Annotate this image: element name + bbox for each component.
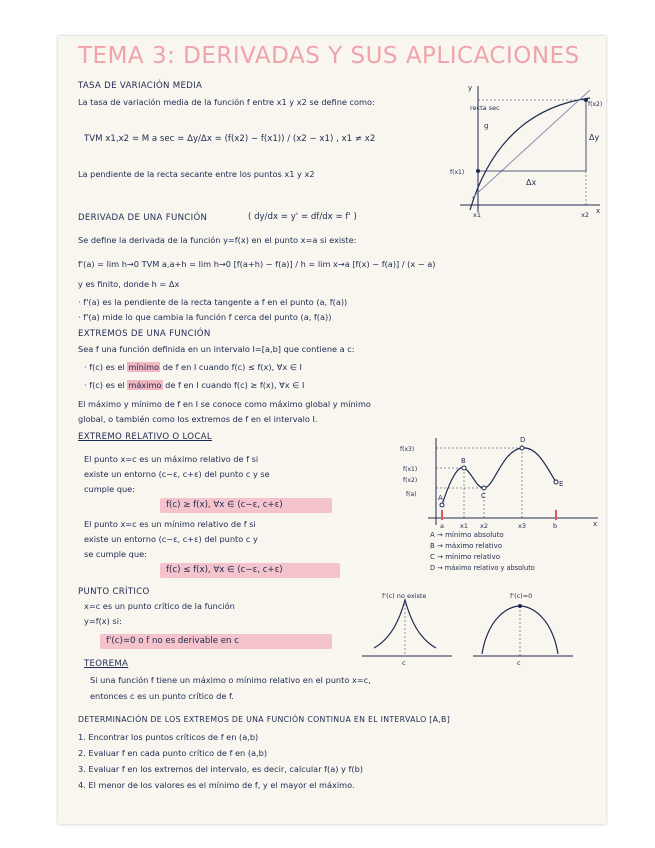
critico-formula: f'(c)=0 o f no es derivable en c bbox=[106, 636, 239, 646]
derivada-line2: y es finito, donde h = Δx bbox=[78, 279, 180, 289]
y-axis-label: y bbox=[468, 84, 473, 92]
extremos-line2: El máximo y mínimo de f en I se conoce como máximo global y mínimo bbox=[78, 399, 371, 409]
extremos-heading: EXTREMOS DE UNA FUNCIÓN bbox=[78, 329, 211, 339]
x1-tick: x1 bbox=[460, 522, 468, 530]
fa-label: f(a) bbox=[406, 491, 417, 498]
critico-line2: y=f(x) si: bbox=[84, 616, 122, 626]
critico-graph-1 bbox=[352, 588, 462, 668]
derivada-notation: ( dy/dx = y' = df/dx = f' ) bbox=[248, 212, 357, 222]
tvm-formula: TVM x1,x2 = M a sec = Δy/Δx = (f(x2) − f(x1)) / (x2 − x1) , x1 ≠ x2 bbox=[84, 134, 376, 144]
relativo-p1-line3: cumple que: bbox=[84, 484, 135, 494]
derivada-line1: Se define la derivada de la función y=f(x) en el punto x=a si existe: bbox=[78, 235, 357, 245]
a-tick: a bbox=[440, 522, 444, 530]
page-title: TEMA 3: DERIVADAS Y SUS APLICACIONES bbox=[78, 43, 580, 69]
extremos-graph bbox=[398, 430, 603, 530]
tvm-line1: La tasa de variación media de la función f entre x1 y x2 se define como: bbox=[78, 97, 375, 107]
critico-line1: x=c es un punto crítico de la función bbox=[84, 601, 235, 611]
x-axis-label: x bbox=[596, 207, 601, 215]
point-b bbox=[462, 466, 466, 470]
tvm-heading: TASA DE VARIACIÓN MEDIA bbox=[78, 81, 203, 91]
tvm-line2: La pendiente de la recta secante entre los puntos x1 y x2 bbox=[78, 169, 315, 179]
teorema-heading: TEOREMA bbox=[84, 659, 129, 669]
teorema-line1: Si una función f tiene un máximo o mínimo relativo en el punto x=c, bbox=[90, 675, 371, 685]
max-highlight: máximo bbox=[128, 380, 162, 390]
critico-graph-2 bbox=[468, 588, 578, 668]
point-c bbox=[482, 486, 486, 490]
min-post: de f en I cuando f(c) ≤ f(x), ∀x ∈ I bbox=[162, 362, 302, 372]
step-2: 2. Evaluar f en cada punto crítico de f en (a,b) bbox=[78, 748, 268, 758]
x2-tick: x2 bbox=[480, 522, 488, 530]
formula-min: f(c) ≤ f(x), ∀x ∈ (c−ε, c+ε) bbox=[166, 565, 283, 575]
x3-tick: x3 bbox=[518, 522, 526, 530]
relativo-p2-line1: El punto x=c es un mínimo relativo de f si bbox=[84, 519, 256, 529]
dy-label: Δy bbox=[589, 133, 600, 142]
x-axis-label: x bbox=[593, 520, 598, 528]
D-label: D bbox=[520, 436, 526, 444]
g1-label: f'(c) no existe bbox=[382, 592, 427, 600]
min-highlight: mínimo bbox=[128, 362, 160, 372]
step-3: 3. Evaluar f en los extremos del intervalo, es decir, calcular f(a) y f(b) bbox=[78, 764, 363, 774]
legend-c: C → mínimo relativo bbox=[430, 553, 501, 561]
b-tick: b bbox=[553, 522, 558, 530]
relativo-p1-line2: existe un entorno (c−ε, c+ε) del punto c y se bbox=[84, 469, 270, 479]
step-1: 1. Encontrar los puntos críticos de f en (a,b) bbox=[78, 732, 259, 742]
point-a bbox=[440, 503, 444, 507]
extremos-bullet-min bbox=[84, 363, 302, 372]
relativo-p2-line3: se cumple que: bbox=[84, 549, 147, 559]
dx-label: Δx bbox=[526, 178, 537, 187]
function-curve bbox=[470, 98, 590, 210]
max-post: de f en I cuando f(c) ≥ f(x), ∀x ∈ I bbox=[165, 380, 305, 390]
relativo-p1-line1: El punto x=c es un máximo relativo de f si bbox=[84, 454, 259, 464]
B-label: B bbox=[461, 457, 466, 465]
fx1-label: f(x1) bbox=[450, 169, 465, 176]
extremos-line1: Sea f una función definida en un intervalo I=[a,b] que contiene a c: bbox=[78, 344, 355, 354]
derivada-bullet1: · f'(a) es la pendiente de la recta tangente a f en el punto (a, f(a)) bbox=[78, 297, 348, 307]
secant-label: recta sec bbox=[470, 104, 500, 112]
point-x1 bbox=[476, 169, 480, 173]
max-pre: · f(c) es el bbox=[84, 380, 125, 390]
c2-label: c bbox=[517, 659, 521, 667]
extremos-bullet-max bbox=[84, 381, 304, 390]
min-pre: · f(c) es el bbox=[84, 362, 125, 372]
relativo-p2-line2: existe un entorno (c−ε, c+ε) del punto c y bbox=[84, 534, 258, 544]
c1-label: c bbox=[402, 659, 406, 667]
legend-b: B → máximo relativo bbox=[430, 542, 503, 550]
E-label: E bbox=[559, 480, 564, 488]
derivada-formula: f'(a) = lim h→0 TVM a,a+h = lim h→0 [f(a+h) − f(a)] / h = lim x→a [f(x) − f(a)] / (x − a) bbox=[78, 259, 436, 269]
x1-label: x1 bbox=[473, 211, 481, 219]
relativo-heading: EXTREMO RELATIVO O LOCAL bbox=[78, 432, 212, 442]
function-curve bbox=[442, 448, 556, 505]
formula-max: f(c) ≥ f(x), ∀x ∈ (c−ε, c+ε) bbox=[166, 500, 283, 510]
critico-heading: PUNTO CRÍTICO bbox=[78, 587, 150, 597]
A-label: A bbox=[438, 494, 443, 502]
g2-label: f'(c)=0 bbox=[510, 592, 533, 600]
point-d bbox=[520, 446, 524, 450]
C-label: C bbox=[481, 492, 486, 500]
derivada-heading: DERIVADA DE UNA FUNCIÓN bbox=[78, 213, 208, 223]
extremos-line3: global, o también como los extremos de f en el intervalo I. bbox=[78, 414, 318, 424]
point-e bbox=[554, 480, 558, 484]
fx2-label: f(x2) bbox=[403, 477, 418, 484]
g-label: g bbox=[484, 122, 489, 130]
legend-d: D → máximo relativo y absoluto bbox=[430, 564, 535, 572]
derivada-bullet2: · f'(a) mide lo que cambia la función f cerca del punto (a, f(a)) bbox=[78, 312, 332, 322]
x2-label: x2 bbox=[581, 211, 589, 219]
determinacion-heading: DETERMINACIÓN DE LOS EXTREMOS DE UNA FUNCIÓN CONTINUA EN EL INTERVALO [A,B] bbox=[78, 715, 451, 724]
fx2-label: f(x2) bbox=[588, 101, 603, 108]
critical-point bbox=[518, 604, 522, 608]
step-4: 4. El menor de los valores es el mínimo de f, y el mayor el máximo. bbox=[78, 780, 355, 790]
teorema-line2: entonces c es un punto crítico de f. bbox=[90, 691, 234, 701]
secant-graph bbox=[440, 80, 605, 220]
legend-a: A → mínimo absoluto bbox=[430, 531, 504, 539]
fx3-label: f(x3) bbox=[400, 446, 415, 453]
fx1-label: f(x1) bbox=[403, 466, 418, 473]
